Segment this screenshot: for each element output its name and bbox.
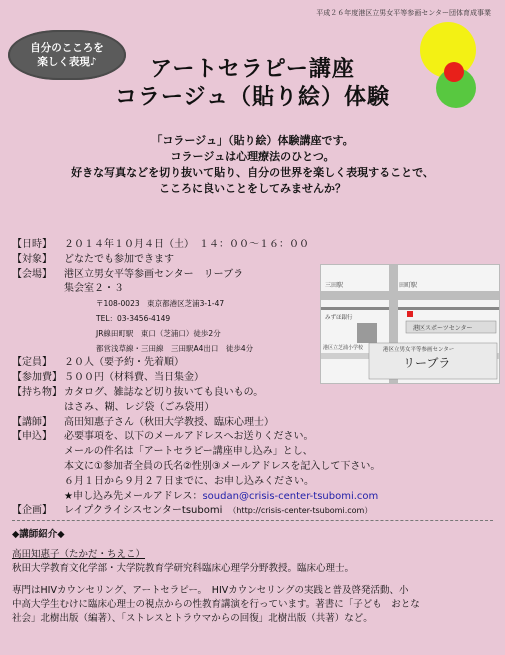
apply-email-link[interactable]: soudan@crisis-center-tsubomi.com (202, 490, 379, 502)
map-school: 港区立芝浦小学校 (323, 345, 364, 351)
access-map (320, 264, 500, 384)
profile-text-2: 中高大学生むけに臨床心理士の視点からの性教育講演を行っています。著書に「子ども おとな (12, 599, 420, 610)
address-toei: 都営浅草線・三田線 三田駅A4出口 徒歩4分 (96, 343, 254, 353)
target-label: 【対象】 (12, 253, 52, 265)
fee-label: 【参加費】 (12, 372, 62, 384)
profile-heading: ◆講師紹介◆ (12, 529, 65, 540)
apply-label: 【申込】 (12, 431, 52, 443)
venue-room: 集会室２・３ (64, 283, 124, 295)
apply-line-2: メールの件名は「アートセラピー講座申し込み」とし、 (64, 446, 313, 458)
intro-line: コラージュは心理療法のひとつ。 (170, 150, 335, 163)
map-sports-center: 港区スポーツセンター (413, 325, 473, 332)
bring-value: カタログ、雑誌など切り抜いても良いもの。 (64, 386, 264, 398)
profile-name: 高田知惠子（たかだ・ちえこ） (12, 549, 146, 560)
apply-line-1: 必要事項を、以下のメールアドレスへお送りください。 (64, 431, 314, 443)
capacity-value: ２０人（要予約・先着順） (64, 357, 184, 369)
address-jr: JR線田町駅 東口（芝浦口）徒歩2分 (96, 328, 221, 338)
lecturer-profile (12, 528, 420, 626)
fee-value: ５００円（材料費、当日集金） (64, 372, 204, 384)
plan-url-link[interactable]: （http://crisis-center-tsubomi.com） (232, 506, 373, 516)
intro-line: 好きな写真などを切り抜いて貼り、自分の世界を楽しく表現することで、 (71, 166, 434, 179)
badge-line1: 自分のこころを (30, 42, 104, 54)
lecturer-label: 【講師】 (12, 416, 52, 428)
apply-email-prefix: ★申し込み先メールアドレス： (64, 490, 203, 502)
map-libra: リーブラ (403, 356, 451, 370)
title-line2: コラージュ（貼り絵）体験 (114, 85, 391, 110)
intro-line: 「コラージュ」（貼り絵）体験講座です。 (151, 134, 354, 147)
profile-affiliation: 秋田大学教育文化学部・大学院教育学研究科臨床心理学分野教授。臨床心理士。 (12, 563, 355, 574)
address-tel: TEL：03-3456-4149 (96, 313, 171, 323)
bring-value-2: はさみ、糊、レジ袋（ごみ袋用） (64, 401, 215, 413)
plan-value: レイプクライシスセンターtsubomi (64, 505, 223, 517)
map-bank: みずほ銀行 (325, 315, 353, 321)
capacity-label: 【定員】 (12, 357, 52, 369)
apply-line-4: ６月１日から９月２７日までに、お申し込みください。 (64, 475, 314, 487)
venue-value: 港区立男女平等参画センター リーブラ (64, 268, 244, 280)
intro-text (0, 133, 505, 197)
target-value: どなたでも参加できます (64, 253, 174, 265)
badge-line2: 楽しく表現♪ (37, 56, 97, 68)
profile-text-1: 専門はHIVカウンセリング、アートセラピー。 HIVカウンセリングの実践と普及啓発活動、小 (12, 585, 409, 596)
map-station: 田町駅 (399, 282, 418, 289)
map-drawing (321, 265, 499, 383)
lecturer-value: 高田知惠子さん（秋田大学教授、臨床心理士） (64, 416, 274, 428)
header-note: 平成２６年度港区立男女平等参画センター団体育成事業 (316, 9, 491, 17)
date-value: ２０１４年１０月４日（土） １４：００〜１６：００ (64, 239, 309, 250)
title-line1: アートセラピー講座 (150, 57, 355, 82)
map-mita: 三田駅 (325, 282, 344, 289)
venue-label: 【会場】 (12, 268, 52, 280)
profile-text-3: 社会」北樹出版（編著）、「ストレスとトラウマからの回復」北樹出版（共著）など。 (12, 613, 373, 624)
map-libra-sub: 港区立男女平等参画センター (383, 347, 455, 353)
bring-label: 【持ち物】 (12, 386, 62, 398)
map-location-marker-icon (407, 311, 413, 317)
apply-line-3: 本文に①参加者全員の氏名②性別③メールアドレスを記入して下さい。 (64, 460, 381, 472)
section-divider (12, 520, 493, 521)
decorative-circles-icon (416, 18, 486, 108)
date-label: 【日時】 (12, 239, 52, 250)
address-postal: 〒108-0023 東京都港区芝浦3-1-47 (96, 299, 225, 309)
intro-line: こころに良いことをしてみませんか？ (159, 182, 346, 195)
plan-label: 【企画】 (12, 505, 52, 517)
